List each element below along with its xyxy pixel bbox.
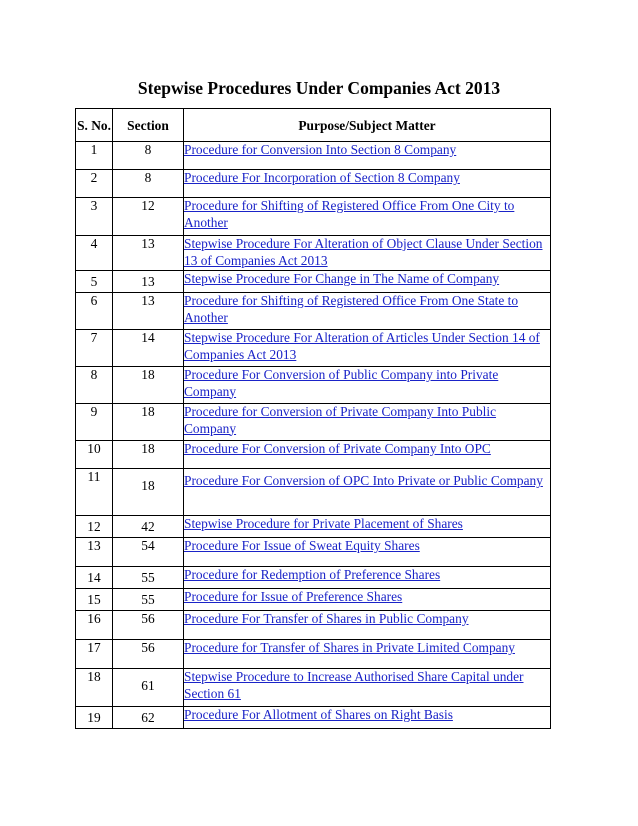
- row-purpose-cell: [184, 170, 551, 198]
- row-sno: 8: [76, 367, 113, 404]
- table-header-row: [76, 109, 551, 142]
- row-sno: 17: [76, 640, 113, 669]
- row-section: 56: [113, 611, 184, 640]
- row-sno: 10: [76, 441, 113, 469]
- row-purpose-cell: [184, 538, 551, 567]
- row-sno: 9: [76, 404, 113, 441]
- row-sno: 4: [76, 236, 113, 271]
- table-row: [76, 198, 551, 236]
- procedure-link[interactable]: Procedure for Transfer of Shares in Private Limited Company: [184, 640, 515, 655]
- row-section: 42: [113, 516, 184, 538]
- row-section: 55: [113, 567, 184, 589]
- procedures-table: [75, 108, 551, 729]
- row-sno: 11: [76, 469, 113, 516]
- row-sno: 19: [76, 707, 113, 729]
- row-section: 56: [113, 640, 184, 669]
- row-purpose-cell: [184, 330, 551, 367]
- row-section: 55: [113, 589, 184, 611]
- procedure-link[interactable]: Procedure for Shifting of Registered Office From One State to Another: [184, 293, 519, 325]
- table-row: [76, 441, 551, 469]
- row-sno: 5: [76, 271, 113, 293]
- table-row: [76, 538, 551, 567]
- row-purpose-cell: [184, 198, 551, 236]
- row-section: 18: [113, 469, 184, 516]
- row-sno: 16: [76, 611, 113, 640]
- row-purpose-cell: [184, 707, 551, 729]
- row-sno: 13: [76, 538, 113, 567]
- row-purpose-cell: [184, 271, 551, 293]
- table-row: [76, 330, 551, 367]
- table-row: [76, 236, 551, 271]
- row-section: 18: [113, 367, 184, 404]
- table-row: [76, 567, 551, 589]
- table-row: [76, 640, 551, 669]
- procedure-link[interactable]: Procedure for Redemption of Preference Shares: [184, 567, 441, 582]
- procedure-link[interactable]: Stepwise Procedure For Alteration of Object Clause Under Section 13 of Companies Act 2013: [184, 236, 543, 268]
- row-section: 13: [113, 271, 184, 293]
- row-section: 13: [113, 236, 184, 271]
- row-purpose-cell: [184, 367, 551, 404]
- row-purpose-cell: [184, 404, 551, 441]
- row-sno: 3: [76, 198, 113, 236]
- row-sno: 7: [76, 330, 113, 367]
- row-purpose-cell: [184, 640, 551, 669]
- row-purpose-cell: [184, 611, 551, 640]
- procedure-link[interactable]: Procedure For Conversion of Private Company Into OPC: [184, 441, 491, 456]
- row-section: 13: [113, 293, 184, 330]
- procedure-link[interactable]: Procedure for Shifting of Registered Office From One City to Another: [184, 198, 515, 230]
- row-purpose-cell: [184, 441, 551, 469]
- procedure-link[interactable]: Procedure For Conversion of OPC Into Private or Public Company: [184, 473, 543, 488]
- row-purpose-cell: [184, 142, 551, 170]
- row-sno: 15: [76, 589, 113, 611]
- row-purpose-cell: [184, 469, 551, 516]
- row-purpose-cell: [184, 236, 551, 271]
- procedure-link[interactable]: Procedure For Transfer of Shares in Public Company: [184, 611, 469, 626]
- row-purpose-cell: [184, 669, 551, 707]
- table-row: [76, 404, 551, 441]
- table-row: [76, 293, 551, 330]
- procedure-link[interactable]: Stepwise Procedure for Private Placement of Shares: [184, 516, 463, 531]
- row-sno: 12: [76, 516, 113, 538]
- row-section: 54: [113, 538, 184, 567]
- row-purpose-cell: [184, 293, 551, 330]
- row-section: 62: [113, 707, 184, 729]
- row-section: 18: [113, 441, 184, 469]
- row-purpose-cell: [184, 589, 551, 611]
- table-row: [76, 669, 551, 707]
- procedure-link[interactable]: Stepwise Procedure For Change in The Name of Company: [184, 271, 500, 286]
- row-section: 18: [113, 404, 184, 441]
- table-row: [76, 469, 551, 516]
- procedure-link[interactable]: Procedure for Conversion of Private Company Into Public Company: [184, 404, 497, 436]
- table-row: [76, 707, 551, 729]
- table-row: [76, 516, 551, 538]
- page-title: Stepwise Procedures Under Companies Act 2013: [137, 78, 501, 98]
- procedure-link[interactable]: Procedure For Conversion of Public Company into Private Company: [184, 367, 499, 399]
- row-purpose-cell: [184, 516, 551, 538]
- row-section: 8: [113, 170, 184, 198]
- procedure-link[interactable]: Procedure For Allotment of Shares on Right Basis: [184, 707, 453, 722]
- procedure-link[interactable]: Procedure For Incorporation of Section 8 Company: [184, 170, 460, 185]
- table-row: [76, 271, 551, 293]
- table-row: [76, 142, 551, 170]
- row-sno: 18: [76, 669, 113, 707]
- purpose-column-header: Purpose/Subject Matter: [184, 109, 551, 142]
- row-sno: 2: [76, 170, 113, 198]
- procedure-link[interactable]: Procedure for Issue of Preference Shares: [184, 589, 403, 604]
- row-sno: 14: [76, 567, 113, 589]
- procedure-link[interactable]: Procedure For Issue of Sweat Equity Shares: [184, 538, 420, 553]
- row-sno: 6: [76, 293, 113, 330]
- procedure-link[interactable]: Stepwise Procedure to Increase Authorised Share Capital under Section 61: [184, 669, 524, 701]
- row-section: 61: [113, 669, 184, 707]
- row-section: 14: [113, 330, 184, 367]
- table-row: [76, 367, 551, 404]
- row-sno: 1: [76, 142, 113, 170]
- table-row: [76, 611, 551, 640]
- table-row: [76, 589, 551, 611]
- section-column-header: Section: [113, 109, 184, 142]
- procedure-link[interactable]: Stepwise Procedure For Alteration of Articles Under Section 14 of Companies Act 2013: [184, 330, 540, 362]
- sno-column-header: S. No.: [76, 109, 113, 142]
- table-row: [76, 170, 551, 198]
- row-section: 12: [113, 198, 184, 236]
- row-purpose-cell: [184, 567, 551, 589]
- procedure-link[interactable]: Procedure for Conversion Into Section 8 Company: [184, 142, 457, 157]
- row-section: 8: [113, 142, 184, 170]
